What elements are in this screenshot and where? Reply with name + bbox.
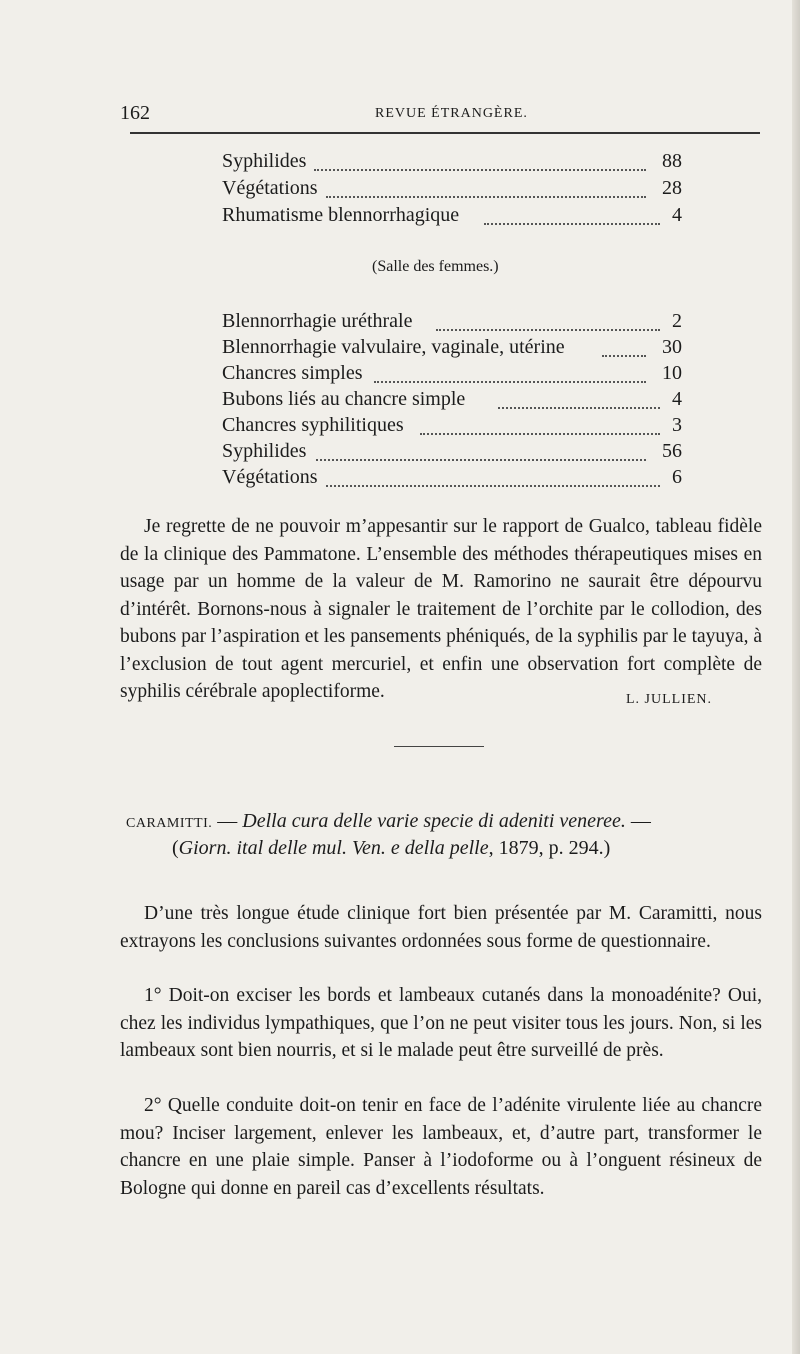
leader-dots (326, 485, 660, 487)
stat-value: 30 (662, 336, 682, 358)
stat-value: 4 (672, 204, 682, 226)
stat-value: 10 (662, 362, 682, 384)
leader-dots (316, 459, 646, 461)
leader-dots (498, 407, 660, 409)
stat-row (222, 204, 682, 230)
reference-journal-line (172, 835, 610, 862)
stat-row (222, 440, 682, 466)
stat-row (222, 336, 682, 362)
stat-row (222, 150, 682, 176)
stat-row (222, 414, 682, 440)
leader-dots (602, 355, 646, 357)
body-paragraph-2: 1° Doit-on exciser les bords et lambeaux cutanés dans la monoadénite? Oui, chez les individus lympathiques, que l’on ne peut visiter tous les jours. Non, si les lambeaux sont bien nourris, et si le malade peut être surveillé de près. (120, 985, 762, 1061)
header-rule (130, 132, 760, 134)
stat-label: Syphilides (222, 440, 307, 462)
body-paragraph-3: 2° Quelle conduite doit-on tenir en face de l’adénite virulente liée au chancre mou? Inciser largement, enlever les lambeaux, et, d’autre part, transformer le chancre en une plaie simple. Panser à l’iodoforme ou à l’onguent résineux de Bologne qui donne en pareil cas d’excellents résultats. (120, 1095, 762, 1199)
stat-label: Rhumatisme blennorrhagique (222, 204, 460, 226)
reference-line (126, 808, 651, 837)
stat-row (222, 310, 682, 336)
section-rule (394, 746, 484, 747)
stat-row (222, 177, 682, 203)
page-number: 162 (120, 102, 150, 124)
page-edge (792, 0, 800, 1354)
stat-label: Syphilides (222, 150, 307, 172)
stat-label: Blennorrhagie valvulaire, vaginale, utérine (222, 336, 565, 358)
running-title: REVUE ÉTRANGÈRE. (375, 106, 528, 121)
leader-dots (484, 223, 660, 225)
women-heading: (Salle des femmes.) (372, 258, 499, 275)
page-header (120, 102, 760, 132)
stat-value: 56 (662, 440, 682, 462)
reference-trailing: — (625, 810, 651, 832)
body-paragraph-1: D’une très longue étude clinique fort bien présentée par M. Caramitti, nous extrayons les conclusions suivantes ordonnées sous forme de questionnaire. (120, 903, 762, 952)
stat-label: Végétations (222, 177, 318, 199)
signature: L. JULLIEN. (626, 692, 713, 707)
stat-label: Bubons liés au chancre simple (222, 388, 466, 410)
reference-author: CARAMITTI. (126, 816, 213, 831)
stat-value: 28 (662, 177, 682, 199)
stat-label: Chancres syphilitiques (222, 414, 404, 436)
stat-row (222, 362, 682, 388)
stat-row (222, 388, 682, 414)
stat-row (222, 466, 682, 492)
review-paragraph: Je regrette de ne pouvoir m’appesantir sur le rapport de Gualco, tableau fidèle de la clinique des Pammatone. L’ensemble des méthodes thérapeutiques mises en usage par un homme de la valeur de M. Ramorino ne saurait être dépourvu d’intérêt. Bornons-nous à signaler le traitement de l’orchite par le collodion, des bubons par l’aspiration et les pansements phéniqués, de la syphilis par le tayuya, à l’exclusion de tout agent mercuriel, et enfin une observation fort complète de syphilis cérébrale apoplectiforme. (120, 516, 762, 702)
leader-dots (314, 169, 646, 171)
stat-label: Blennorrhagie uréthrale (222, 310, 413, 332)
stat-label: Chancres simples (222, 362, 363, 384)
reference-details: , 1879, p. 294.) (488, 837, 611, 859)
reference-title: Della cura delle varie specie di adeniti veneree. (242, 810, 626, 832)
leader-dots (436, 329, 660, 331)
stat-value: 4 (672, 388, 682, 410)
stat-value: 88 (662, 150, 682, 172)
leader-dots (420, 433, 660, 435)
stat-value: 6 (672, 466, 682, 488)
reference-dash: — (212, 810, 243, 832)
stat-label: Végétations (222, 466, 318, 488)
reference-open: ( (172, 837, 179, 859)
leader-dots (326, 196, 646, 198)
stat-value: 2 (672, 310, 682, 332)
reference-journal: Giorn. ital delle mul. Ven. e della pelle (178, 837, 489, 859)
leader-dots (374, 381, 646, 383)
stat-value: 3 (672, 414, 682, 436)
